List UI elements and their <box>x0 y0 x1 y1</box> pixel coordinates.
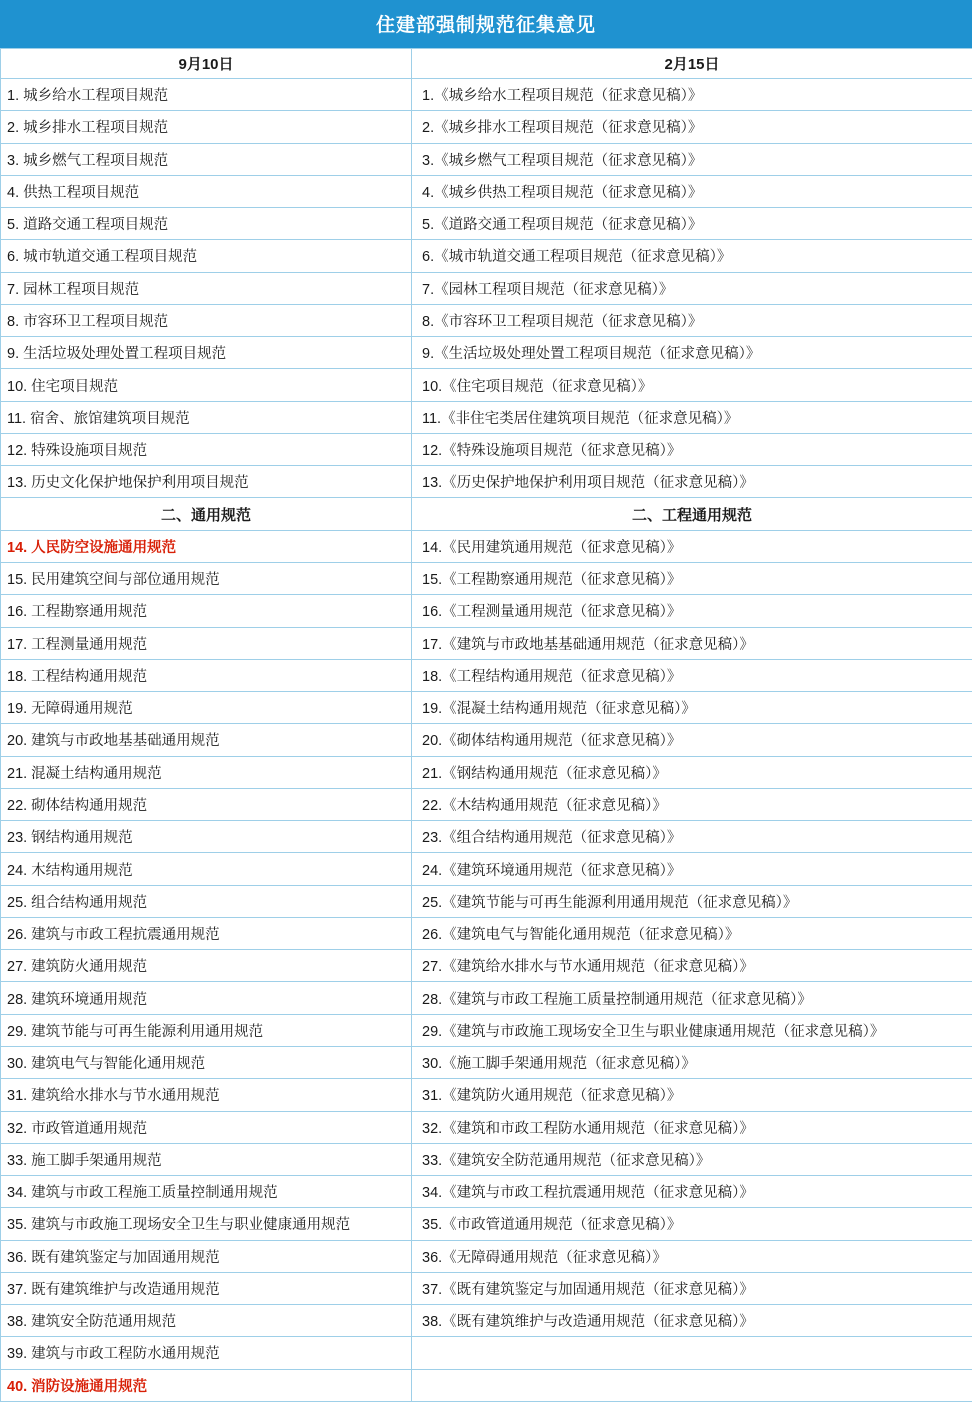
table-row <box>1 756 972 788</box>
standard-cell-left: 29. 建筑节能与可再生能源利用通用规范 <box>1 1014 412 1046</box>
section-heading-left: 二、通用规范 <box>1 498 412 530</box>
section-heading-right: 二、工程通用规范 <box>412 498 972 530</box>
standard-cell-right: 8.《市容环卫工程项目规范（征求意见稿）》 <box>412 304 972 336</box>
standard-cell-left: 40. 消防设施通用规范 <box>1 1369 412 1401</box>
table-body <box>1 79 972 1402</box>
standard-cell-left: 10. 住宅项目规范 <box>1 369 412 401</box>
standard-cell-right: 15.《工程勘察通用规范（征求意见稿）》 <box>412 562 972 594</box>
standard-cell-left: 24. 木结构通用规范 <box>1 853 412 885</box>
standard-cell-left: 12. 特殊设施项目规范 <box>1 433 412 465</box>
standard-cell-right: 6.《城市轨道交通工程项目规范（征求意见稿）》 <box>412 240 972 272</box>
standard-cell-left: 33. 施工脚手架通用规范 <box>1 1143 412 1175</box>
table-row <box>1 659 972 691</box>
standard-cell-right: 35.《市政管道通用规范（征求意见稿）》 <box>412 1208 972 1240</box>
standard-cell-right: 11.《非住宅类居住建筑项目规范（征求意见稿）》 <box>412 401 972 433</box>
standard-cell-left: 7. 园林工程项目规范 <box>1 272 412 304</box>
standard-cell-right: 29.《建筑与市政施工现场安全卫生与职业健康通用规范（征求意见稿）》 <box>412 1014 972 1046</box>
standard-cell-left: 28. 建筑环境通用规范 <box>1 982 412 1014</box>
standard-cell-right: 20.《砌体结构通用规范（征求意见稿）》 <box>412 724 972 756</box>
standard-cell-right: 18.《工程结构通用规范（征求意见稿）》 <box>412 659 972 691</box>
standard-cell-left: 21. 混凝土结构通用规范 <box>1 756 412 788</box>
table-row <box>1 853 972 885</box>
standard-cell-left: 3. 城乡燃气工程项目规范 <box>1 143 412 175</box>
standard-cell-right: 24.《建筑环境通用规范（征求意见稿）》 <box>412 853 972 885</box>
standard-cell-left: 13. 历史文化保护地保护利用项目规范 <box>1 466 412 498</box>
standard-cell-left: 23. 钢结构通用规范 <box>1 821 412 853</box>
table-row <box>1 143 972 175</box>
table-row <box>1 79 972 111</box>
standard-cell-left: 37. 既有建筑维护与改造通用规范 <box>1 1272 412 1304</box>
table-row <box>1 1111 972 1143</box>
standard-cell-left: 34. 建筑与市政工程施工质量控制通用规范 <box>1 1176 412 1208</box>
table-row <box>1 369 972 401</box>
standard-cell-left: 6. 城市轨道交通工程项目规范 <box>1 240 412 272</box>
standard-cell-left: 16. 工程勘察通用规范 <box>1 595 412 627</box>
standard-cell-right: 36.《无障碍通用规范（征求意见稿）》 <box>412 1240 972 1272</box>
page-title: 住建部强制规范征集意见 <box>0 0 972 48</box>
table-row <box>1 1369 972 1401</box>
table-row <box>1 304 972 336</box>
standard-cell-left: 11. 宿舍、旅馆建筑项目规范 <box>1 401 412 433</box>
table-row <box>1 1305 972 1337</box>
standard-cell-left: 27. 建筑防火通用规范 <box>1 950 412 982</box>
standard-cell-right: 1.《城乡给水工程项目规范（征求意见稿）》 <box>412 79 972 111</box>
standard-cell-left: 20. 建筑与市政地基基础通用规范 <box>1 724 412 756</box>
table-row <box>1 272 972 304</box>
standards-comparison-table <box>0 48 972 1402</box>
standard-cell-right: 9.《生活垃圾处理处置工程项目规范（征求意见稿）》 <box>412 337 972 369</box>
standard-cell-right: 19.《混凝土结构通用规范（征求意见稿）》 <box>412 692 972 724</box>
table-row <box>1 208 972 240</box>
standard-cell-left: 25. 组合结构通用规范 <box>1 885 412 917</box>
table-row <box>1 982 972 1014</box>
standard-cell-right: 5.《道路交通工程项目规范（征求意见稿）》 <box>412 208 972 240</box>
standard-cell-right: 34.《建筑与市政工程抗震通用规范（征求意见稿）》 <box>412 1176 972 1208</box>
column-header-right: 2月15日 <box>412 49 972 79</box>
standard-cell-left: 31. 建筑给水排水与节水通用规范 <box>1 1079 412 1111</box>
table-row <box>1 950 972 982</box>
standard-cell-right <box>412 1337 972 1369</box>
standard-cell-left: 14. 人民防空设施通用规范 <box>1 530 412 562</box>
standard-cell-left: 8. 市容环卫工程项目规范 <box>1 304 412 336</box>
table-row <box>1 433 972 465</box>
standard-cell-right: 26.《建筑电气与智能化通用规范（征求意见稿）》 <box>412 917 972 949</box>
column-header-left: 9月10日 <box>1 49 412 79</box>
table-row <box>1 1272 972 1304</box>
standard-cell-right: 33.《建筑安全防范通用规范（征求意见稿）》 <box>412 1143 972 1175</box>
table-row <box>1 240 972 272</box>
table-row <box>1 111 972 143</box>
table-row <box>1 175 972 207</box>
standard-cell-left: 32. 市政管道通用规范 <box>1 1111 412 1143</box>
table-row <box>1 1337 972 1369</box>
standard-cell-right: 17.《建筑与市政地基基础通用规范（征求意见稿）》 <box>412 627 972 659</box>
table-row <box>1 1240 972 1272</box>
standard-cell-left: 30. 建筑电气与智能化通用规范 <box>1 1046 412 1078</box>
standard-cell-right: 22.《木结构通用规范（征求意见稿）》 <box>412 788 972 820</box>
table-row <box>1 498 972 530</box>
table-row <box>1 530 972 562</box>
table-row <box>1 1176 972 1208</box>
table-row <box>1 401 972 433</box>
table-row <box>1 466 972 498</box>
standard-cell-right: 2.《城乡排水工程项目规范（征求意见稿）》 <box>412 111 972 143</box>
standard-cell-right: 28.《建筑与市政工程施工质量控制通用规范（征求意见稿）》 <box>412 982 972 1014</box>
standard-cell-left: 1. 城乡给水工程项目规范 <box>1 79 412 111</box>
standard-cell-left: 35. 建筑与市政施工现场安全卫生与职业健康通用规范 <box>1 1208 412 1240</box>
table-row <box>1 885 972 917</box>
table-row <box>1 1014 972 1046</box>
standard-cell-left: 15. 民用建筑空间与部位通用规范 <box>1 562 412 594</box>
standard-cell-left: 2. 城乡排水工程项目规范 <box>1 111 412 143</box>
table-row <box>1 1046 972 1078</box>
table-header-row <box>1 49 972 79</box>
standard-cell-left: 5. 道路交通工程项目规范 <box>1 208 412 240</box>
table-row <box>1 692 972 724</box>
standard-cell-right: 7.《园林工程项目规范（征求意见稿）》 <box>412 272 972 304</box>
table-row <box>1 1143 972 1175</box>
table-row <box>1 1079 972 1111</box>
standard-cell-right: 27.《建筑给水排水与节水通用规范（征求意见稿）》 <box>412 950 972 982</box>
standard-cell-right: 37.《既有建筑鉴定与加固通用规范（征求意见稿）》 <box>412 1272 972 1304</box>
standard-cell-left: 19. 无障碍通用规范 <box>1 692 412 724</box>
standard-cell-right: 30.《施工脚手架通用规范（征求意见稿）》 <box>412 1046 972 1078</box>
table-row <box>1 595 972 627</box>
standard-cell-left: 38. 建筑安全防范通用规范 <box>1 1305 412 1337</box>
standard-cell-right: 38.《既有建筑维护与改造通用规范（征求意见稿）》 <box>412 1305 972 1337</box>
standard-cell-right: 31.《建筑防火通用规范（征求意见稿）》 <box>412 1079 972 1111</box>
table-row <box>1 627 972 659</box>
standard-cell-left: 26. 建筑与市政工程抗震通用规范 <box>1 917 412 949</box>
standard-cell-right: 23.《组合结构通用规范（征求意见稿）》 <box>412 821 972 853</box>
standard-cell-right: 16.《工程测量通用规范（征求意见稿）》 <box>412 595 972 627</box>
standard-cell-left: 9. 生活垃圾处理处置工程项目规范 <box>1 337 412 369</box>
standard-cell-right: 10.《住宅项目规范（征求意见稿）》 <box>412 369 972 401</box>
table-row <box>1 1208 972 1240</box>
standard-cell-left: 18. 工程结构通用规范 <box>1 659 412 691</box>
standard-cell-left: 39. 建筑与市政工程防水通用规范 <box>1 1337 412 1369</box>
standard-cell-right: 3.《城乡燃气工程项目规范（征求意见稿）》 <box>412 143 972 175</box>
table-row <box>1 917 972 949</box>
standard-cell-right: 25.《建筑节能与可再生能源利用通用规范（征求意见稿）》 <box>412 885 972 917</box>
table-row <box>1 821 972 853</box>
standard-cell-right: 14.《民用建筑通用规范（征求意见稿）》 <box>412 530 972 562</box>
standard-cell-right: 32.《建筑和市政工程防水通用规范（征求意见稿）》 <box>412 1111 972 1143</box>
table-row <box>1 337 972 369</box>
standard-cell-right <box>412 1369 972 1401</box>
standard-cell-left: 17. 工程测量通用规范 <box>1 627 412 659</box>
standard-cell-left: 22. 砌体结构通用规范 <box>1 788 412 820</box>
standard-cell-right: 4.《城乡供热工程项目规范（征求意见稿）》 <box>412 175 972 207</box>
standard-cell-right: 13.《历史保护地保护利用项目规范（征求意见稿）》 <box>412 466 972 498</box>
table-row <box>1 724 972 756</box>
standard-cell-left: 36. 既有建筑鉴定与加固通用规范 <box>1 1240 412 1272</box>
standard-cell-right: 21.《钢结构通用规范（征求意见稿）》 <box>412 756 972 788</box>
standard-cell-right: 12.《特殊设施项目规范（征求意见稿）》 <box>412 433 972 465</box>
standard-cell-left: 4. 供热工程项目规范 <box>1 175 412 207</box>
table-row <box>1 788 972 820</box>
table-row <box>1 562 972 594</box>
